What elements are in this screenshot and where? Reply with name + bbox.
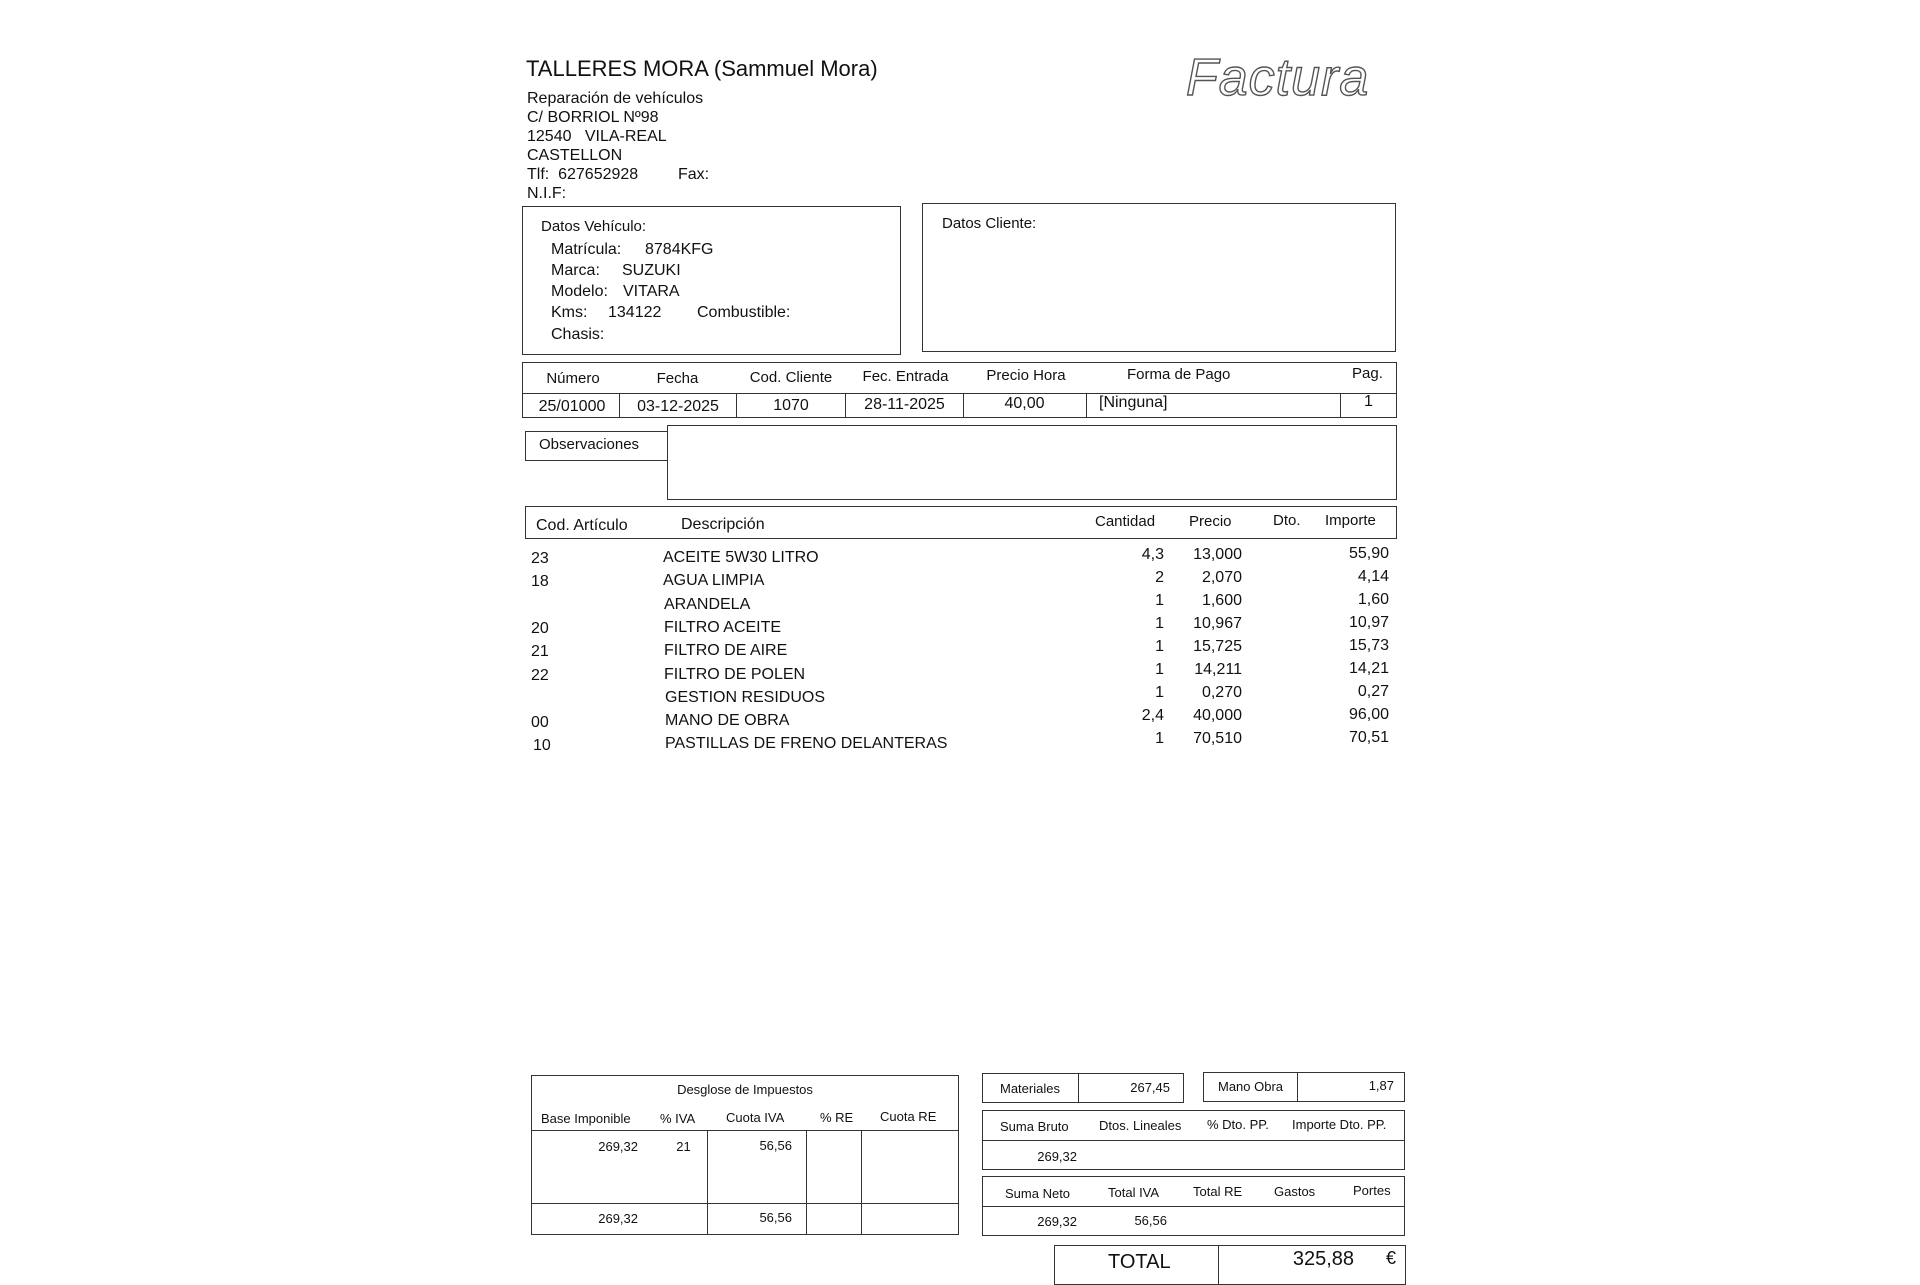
item-price: 0,270 (1201, 684, 1242, 701)
item-description: ARANDELA (664, 596, 751, 613)
company-fax-label: Fax: (678, 166, 710, 183)
item-description: ACEITE 5W30 LITRO (663, 549, 819, 566)
hour-price: 40,00 (1004, 395, 1045, 412)
item-quantity: 1 (1155, 661, 1164, 678)
net-col-sum: Suma Neto (1005, 1186, 1071, 1201)
item-price: 2,070 (1201, 569, 1242, 586)
item-amount: 1,60 (1357, 591, 1389, 608)
item-quantity: 1 (1155, 592, 1164, 609)
company-activity: Reparación de vehículos (527, 90, 704, 107)
page-number: 1 (1364, 393, 1373, 410)
net-col-expenses: Gastos (1274, 1184, 1316, 1199)
item-description: FILTRO DE POLEN (664, 666, 806, 683)
item-code: 23 (531, 550, 549, 567)
tax-iva-total: 56,56 (759, 1210, 792, 1225)
header-label-entry-date: Fec. Entrada (862, 368, 949, 385)
item-description: GESTION RESIDUOS (665, 689, 826, 706)
item-amount: 15,73 (1348, 637, 1389, 654)
client-code: 1070 (773, 397, 809, 414)
invoice-date: 03-12-2025 (637, 398, 719, 415)
col-description: Descripción (681, 516, 765, 533)
gross-col-sum: Suma Bruto (1000, 1119, 1069, 1134)
tax-base-total: 269,32 (598, 1211, 638, 1226)
model-value: VITARA (623, 283, 680, 300)
item-price: 40,000 (1193, 707, 1242, 724)
item-price: 14,211 (1194, 661, 1242, 678)
gross-col-pp-amount: Importe Dto. PP. (1292, 1117, 1387, 1132)
net-col-vat: Total IVA (1108, 1185, 1160, 1200)
item-code: 18 (531, 573, 549, 590)
materials-label: Materiales (1000, 1081, 1060, 1096)
tax-base-value: 269,32 (598, 1139, 638, 1154)
item-description: MANO DE OBRA (665, 712, 790, 729)
plate-label: Matrícula: (551, 241, 622, 258)
item-description: FILTRO ACEITE (664, 619, 782, 636)
net-col-shipping: Portes (1353, 1183, 1391, 1198)
item-quantity: 1 (1155, 615, 1164, 632)
header-label-number: Número (546, 370, 600, 387)
item-price: 13,000 (1193, 546, 1242, 563)
company-address: C/ BORRIOL Nº98 (527, 109, 659, 126)
client-heading: Datos Cliente: (942, 215, 1037, 232)
labour-label: Mano Obra (1218, 1079, 1284, 1094)
net-col-re: Total RE (1193, 1184, 1243, 1199)
tax-col-iva-amount: Cuota IVA (726, 1110, 785, 1125)
company-phone: Tlf: 627652928 (527, 166, 639, 183)
tax-col-re-pct: % RE (820, 1110, 854, 1125)
item-price: 1,600 (1201, 592, 1242, 609)
net-sum-value: 269,32 (1037, 1214, 1077, 1229)
item-quantity: 1 (1155, 684, 1164, 701)
observations-box (667, 425, 1397, 500)
vehicle-heading: Datos Vehículo: (541, 218, 647, 235)
gross-col-pp-pct: % Dto. PP. (1207, 1117, 1269, 1132)
company-name: TALLERES MORA (Sammuel Mora) (526, 56, 878, 81)
tax-col-re-amount: Cuota RE (880, 1109, 937, 1124)
fuel-label: Combustible: (697, 304, 791, 321)
payment-method: [Ninguna] (1099, 394, 1168, 411)
item-amount: 96,00 (1348, 706, 1389, 723)
total-value: 325,88 (1292, 1248, 1354, 1270)
currency-symbol: € (1386, 1248, 1397, 1268)
tax-iva-amount-value: 56,56 (759, 1138, 792, 1153)
item-quantity: 1 (1155, 730, 1164, 747)
item-price: 15,725 (1193, 638, 1242, 655)
item-code: 00 (531, 714, 549, 731)
item-amount: 0,27 (1357, 683, 1389, 700)
item-description: AGUA LIMPIA (663, 572, 765, 589)
col-quantity: Cantidad (1095, 513, 1156, 530)
labour-value: 1,87 (1368, 1078, 1394, 1093)
item-amount: 10,97 (1348, 614, 1389, 631)
header-label-date: Fecha (656, 370, 699, 387)
items-header (525, 506, 1397, 539)
kms-value: 134122 (608, 304, 662, 321)
col-amount: Importe (1325, 512, 1376, 529)
item-quantity: 2,4 (1141, 707, 1164, 724)
item-code: 21 (531, 643, 549, 660)
item-quantity: 4,3 (1141, 546, 1164, 563)
header-label-payment: Forma de Pago (1127, 366, 1231, 383)
item-amount: 4,14 (1357, 568, 1389, 585)
tax-breakdown-title: Desglose de Impuestos (677, 1082, 813, 1097)
chassis-label: Chasis: (551, 326, 605, 343)
tax-col-base: Base Imponible (541, 1111, 631, 1126)
item-amount: 14,21 (1348, 660, 1389, 677)
item-description: PASTILLAS DE FRENO DELANTERAS (665, 735, 948, 752)
company-city: 12540 VILA-REAL (527, 128, 667, 145)
header-label-client-code: Cod. Cliente (749, 369, 833, 386)
model-label: Modelo: (551, 283, 608, 300)
total-label: TOTAL (1108, 1251, 1171, 1273)
entry-date: 28-11-2025 (864, 396, 945, 413)
col-article-code: Cod. Artículo (536, 517, 628, 534)
item-amount: 70,51 (1348, 729, 1389, 746)
company-nif-label: N.I.F: (527, 185, 567, 202)
col-price: Precio (1189, 513, 1232, 530)
item-description: FILTRO DE AIRE (664, 642, 788, 659)
invoice-number: 25/01000 (538, 398, 606, 415)
item-price: 10,967 (1193, 615, 1242, 632)
item-code: 10 (533, 737, 551, 754)
gross-col-line-discounts: Dtos. Lineales (1099, 1118, 1182, 1133)
brand-label: Marca: (551, 262, 600, 279)
item-code: 20 (531, 620, 549, 637)
tax-col-iva-pct: % IVA (660, 1111, 696, 1126)
item-amount: 55,90 (1348, 545, 1389, 562)
materials-value: 267,45 (1130, 1080, 1170, 1095)
header-label-hour-price: Precio Hora (986, 367, 1066, 384)
tax-iva-pct-value: 21 (676, 1139, 691, 1154)
item-quantity: 1 (1155, 638, 1164, 655)
brand-value: SUZUKI (622, 262, 681, 279)
plate-value: 8784KFG (645, 241, 714, 258)
document-title: Factura (1186, 49, 1370, 107)
col-discount: Dto. (1273, 512, 1301, 529)
item-price: 70,510 (1193, 730, 1242, 747)
item-quantity: 2 (1155, 569, 1164, 586)
item-code: 22 (531, 667, 549, 684)
kms-label: Kms: (551, 304, 588, 321)
header-label-page: Pag. (1352, 365, 1383, 382)
net-vat-value: 56,56 (1134, 1213, 1167, 1228)
company-province: CASTELLON (527, 147, 623, 164)
gross-sum-value: 269,32 (1037, 1149, 1077, 1164)
observations-label: Observaciones (539, 436, 640, 453)
